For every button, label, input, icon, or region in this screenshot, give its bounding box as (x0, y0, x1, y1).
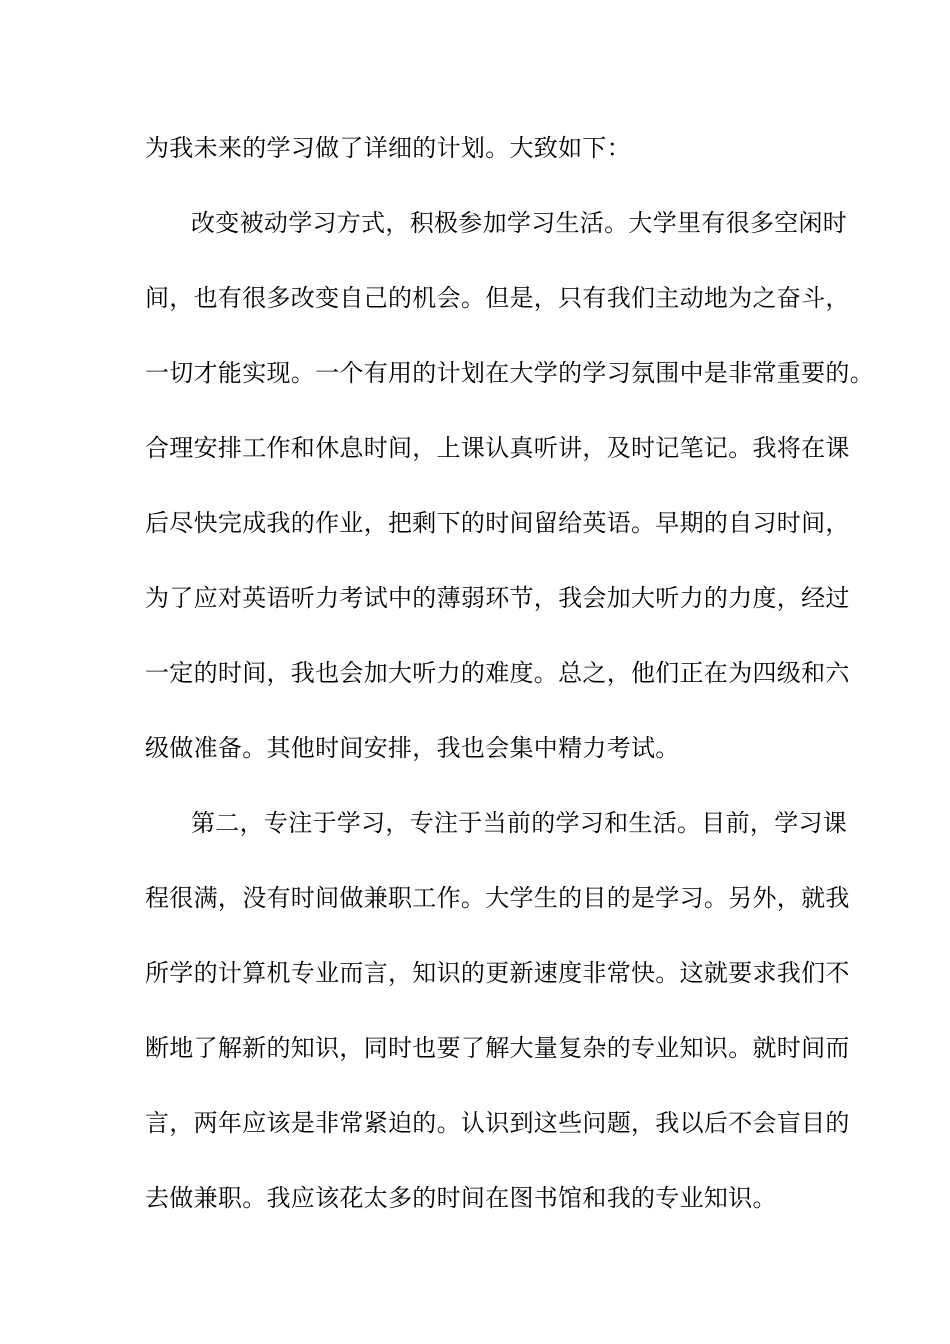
text-line: 为我未来的学习做了详细的计划。大致如下： (145, 134, 631, 162)
text-line: 为了应对英语听力考试中的薄弱环节，我会加大听力的力度，经过 (145, 584, 850, 612)
text-line: 一定的时间，我也会加大听力的难度。总之，他们正在为四级和六 (145, 659, 850, 687)
body-text (145, 128, 874, 1253)
text-line: 级做准备。其他时间安排，我也会集中精力考试。 (145, 734, 680, 762)
text-line: 所学的计算机专业而言，知识的更新速度非常快。这就要求我们不 (145, 959, 850, 987)
text-line: 改变被动学习方式，积极参加学习生活。大学里有很多空闲时 (191, 209, 848, 237)
text-line: 合理安排工作和休息时间，上课认真听讲，及时记笔记。我将在课 (145, 434, 850, 462)
text-line: 间，也有很多改变自己的机会。但是，只有我们主动地为之奋斗， (145, 284, 850, 312)
text-line: 一切才能实现。一个有用的计划在大学的学习氛围中是非常重要的。 (145, 359, 874, 387)
text-line: 言，两年应该是非常紧迫的。认识到这些问题，我以后不会盲目的 (145, 1109, 850, 1137)
text-line: 断地了解新的知识，同时也要了解大量复杂的专业知识。就时间而 (145, 1034, 850, 1062)
text-line: 去做兼职。我应该花太多的时间在图书馆和我的专业知识。 (145, 1184, 777, 1212)
text-line: 程很满，没有时间做兼职工作。大学生的目的是学习。另外，就我 (145, 884, 850, 912)
text-line: 第二，专注于学习，专注于当前的学习和生活。目前，学习课 (191, 809, 848, 837)
text-line: 后尽快完成我的作业，把剩下的时间留给英语。早期的自习时间， (145, 509, 850, 537)
